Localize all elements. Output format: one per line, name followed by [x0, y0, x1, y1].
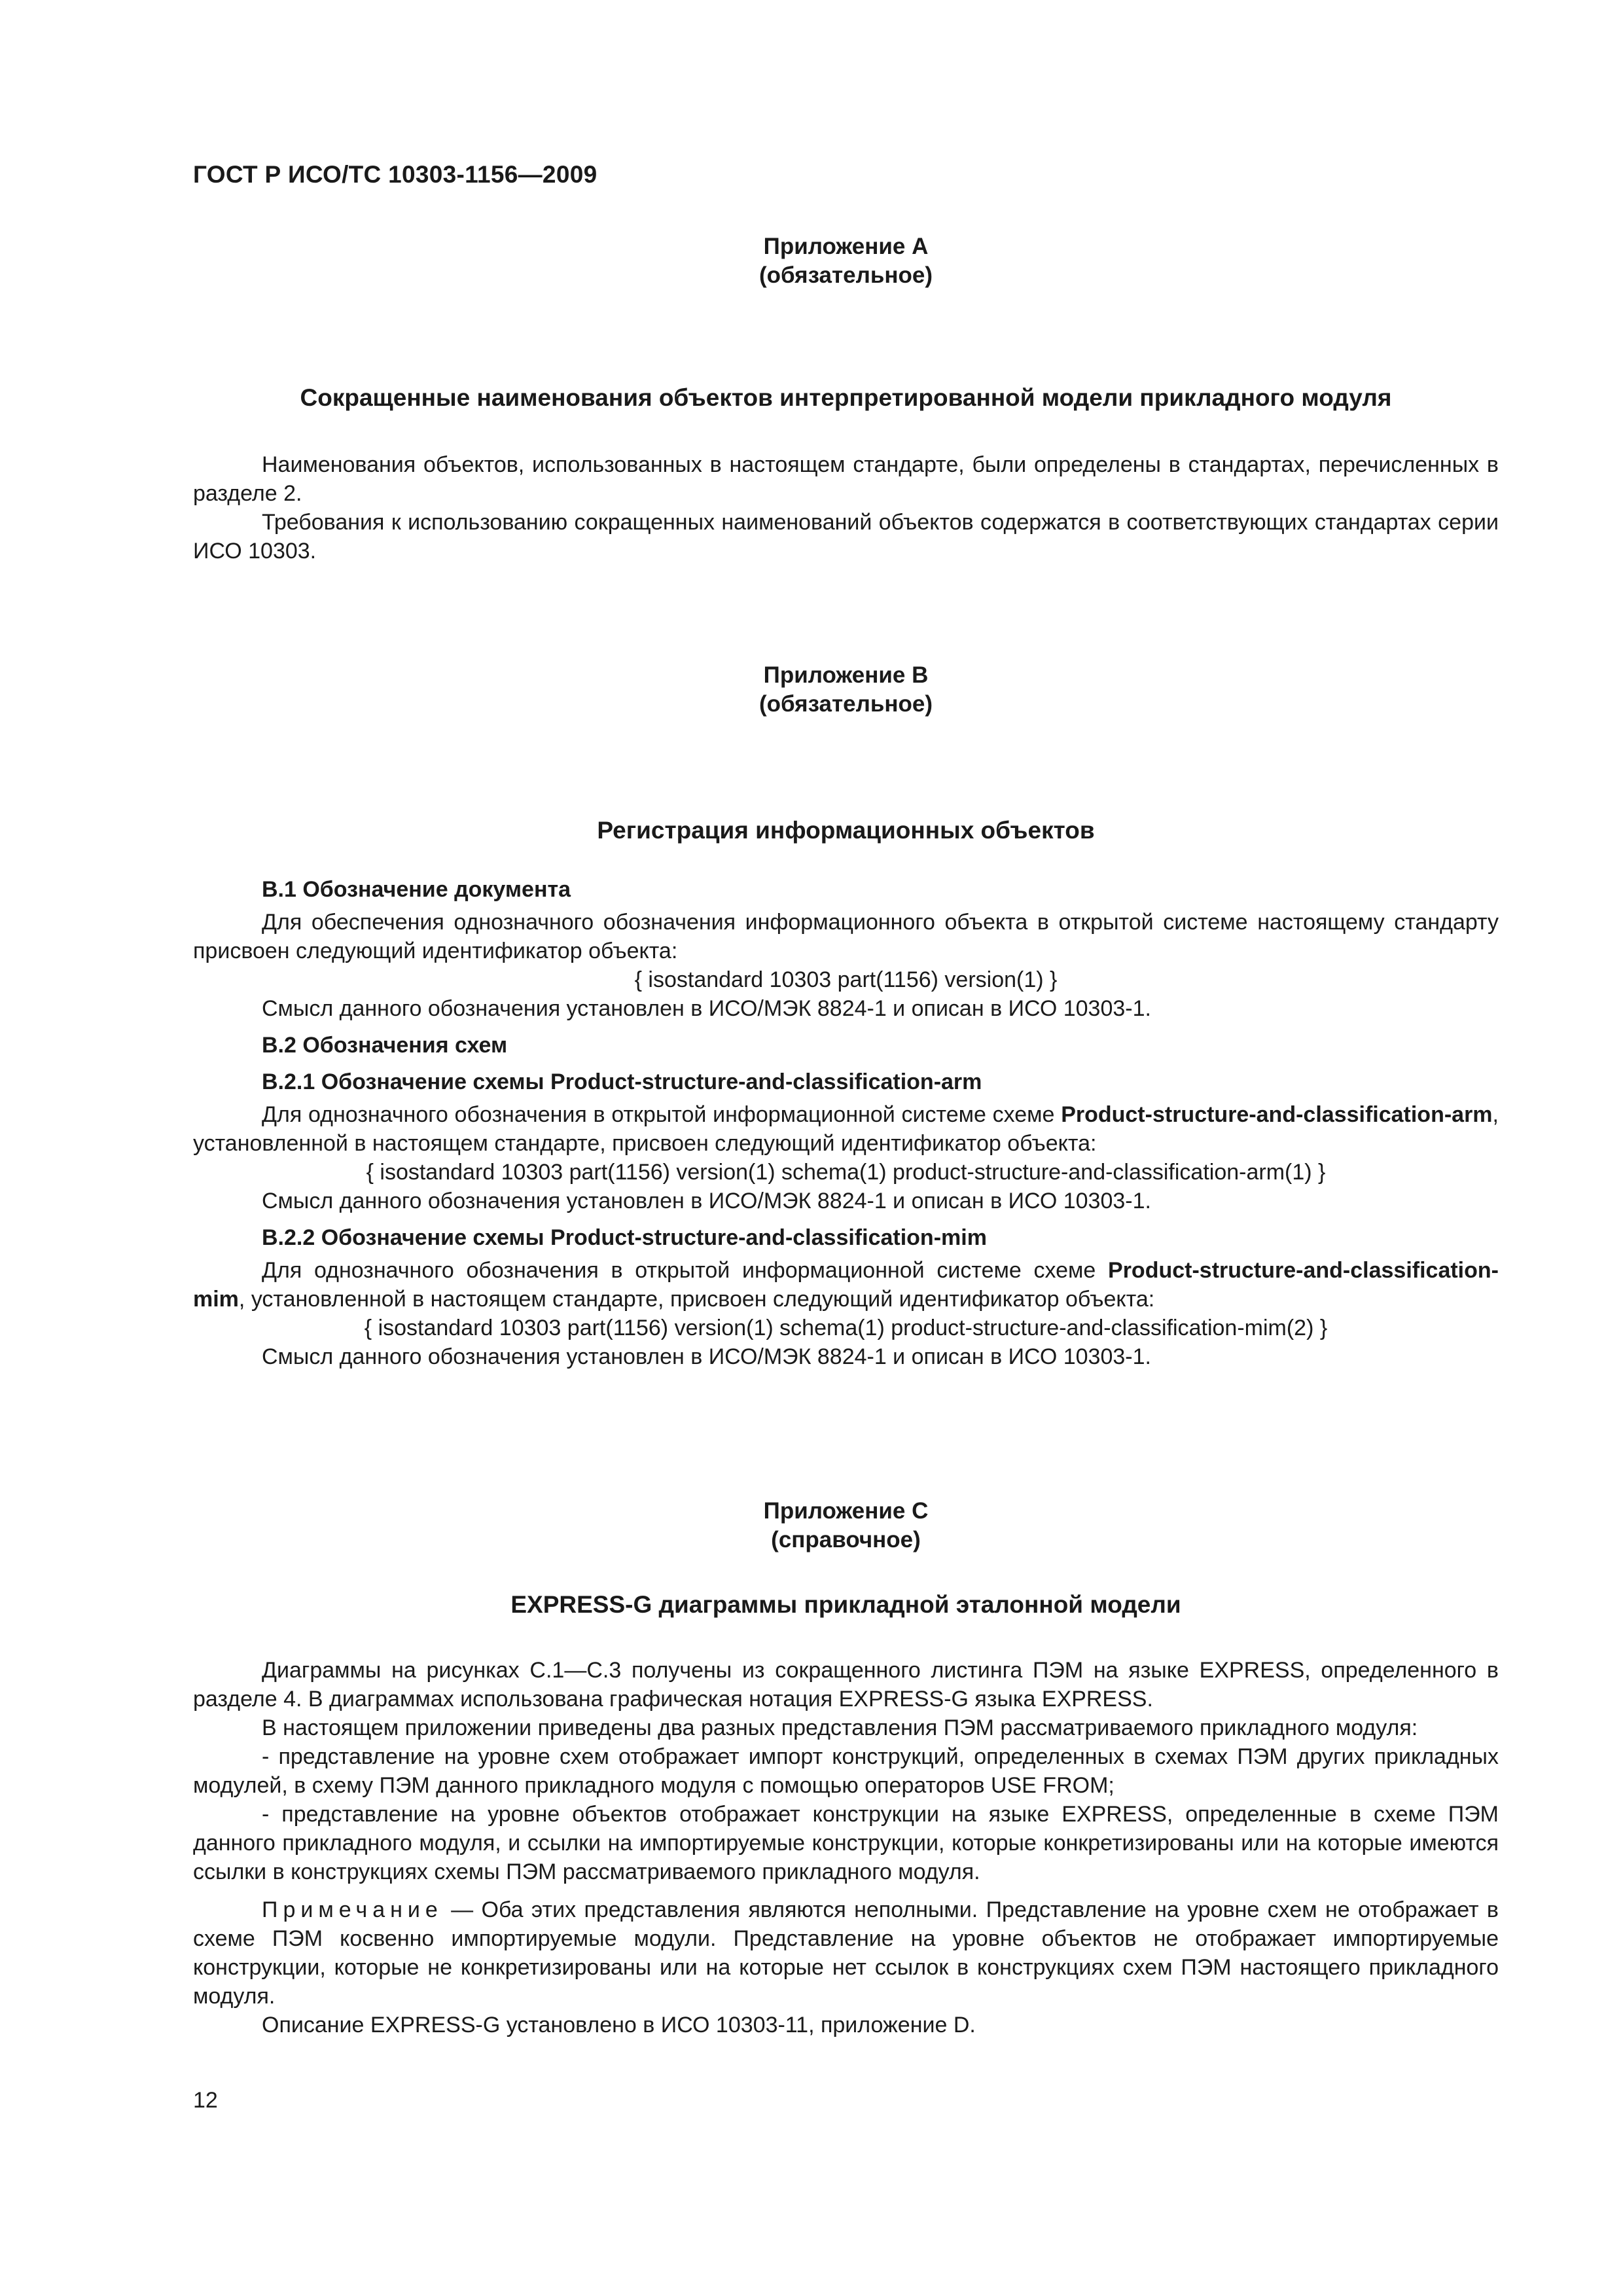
- section-b21-text-start: Для однозначного обозначения в открытой информационной системе схеме: [262, 1102, 1061, 1127]
- appendix-c-paragraph-5: Описание EXPRESS-G установлено в ИСО 10303-11, приложение D.: [262, 2013, 976, 2037]
- section-b21-identifier: { isostandard 10303 part(1156) version(1) schema(1) product-structure-and-classification-arm(1) }: [366, 1160, 1326, 1185]
- section-b22-schema-name: Product-structure-and-classification-mim: [193, 1258, 1499, 1312]
- appendix-a-caption: [193, 232, 1499, 290]
- appendix-b-status: (обязательное): [758, 691, 933, 717]
- section-b21-text-end: , установленной в настоящем стандарте, присвоен следующий идентификатор объекта:: [193, 1102, 1499, 1156]
- section-b21-schema-name: Product-structure-and-classification-arm: [1061, 1102, 1493, 1127]
- section-b22-identifier: { isostandard 10303 part(1156) version(1) schema(1) product-structure-and-classification-mim(2) }: [364, 1316, 1328, 1340]
- section-b21-meaning: Смысл данного обозначения установлен в ИСО/МЭК 8824-1 и описан в ИСО 10303-1.: [262, 1189, 1151, 1213]
- appendix-c-status: (справочное): [771, 1527, 921, 1552]
- appendix-a-status: (обязательное): [758, 262, 933, 288]
- appendix-c-list-item-1: - представление на уровне схем отображает импорт конструкций, определенных в схемах ПЭМ других прикладных модулей, в схему ПЭМ данного прикладного модуля с помощью операторов USE FROM;: [193, 1744, 1499, 1798]
- appendix-b-title: Приложение В: [763, 662, 929, 688]
- appendix-a-heading: Сокращенные наименования объектов интерпретированной модели прикладного модуля: [300, 384, 1392, 411]
- appendix-b-body: [193, 875, 1499, 1371]
- note-text: — Оба этих представления являются неполными. Представление на уровне схем не отображает в схеме ПЭМ косвенно импортируемые модули. Представление на уровне объектов не отображает импортируемые конструкции, которые не конкретизированы или на которые нет ссылок в конструкциях схем ПЭМ настоящего прикладного модуля.: [193, 1897, 1499, 2009]
- appendix-a-title: Приложение А: [763, 234, 929, 259]
- appendix-c-body: [193, 1656, 1499, 2039]
- appendix-c-caption: [193, 1497, 1499, 1554]
- section-b1-identifier: { isostandard 10303 part(1156) version(1) }: [634, 967, 1058, 992]
- section-b22-text-start: Для однозначного обозначения в открытой информационной системе схеме: [262, 1258, 1109, 1283]
- appendix-a-paragraph-2: Требования к использованию сокращенных наименований объектов содержатся в соответствующих стандартах серии ИСО 10303.: [193, 510, 1499, 564]
- section-b21-title: В.2.1 Обозначение схемы Product-structure-and-classification-arm: [262, 1069, 982, 1094]
- section-b21-paragraph: [193, 1100, 1499, 1158]
- appendix-c-paragraph-1: Диаграммы на рисунках С.1—С.3 получены из сокращенного листинга ПЭМ на языке EXPRESS, определенного в разделе 4. В диаграммах использована графическая нотация EXPRESS-G языка EXPRESS.: [193, 1658, 1499, 1712]
- section-b22-meaning: Смысл данного обозначения установлен в ИСО/МЭК 8824-1 и описан в ИСО 10303-1.: [262, 1344, 1151, 1369]
- appendix-b-caption: [193, 661, 1499, 719]
- section-b22-paragraph: [193, 1256, 1499, 1314]
- section-b1-meaning: Смысл данного обозначения установлен в ИСО/МЭК 8824-1 и описан в ИСО 10303-1.: [262, 996, 1151, 1021]
- note-label: Примечание: [262, 1897, 443, 1922]
- page-number: 12: [193, 2088, 218, 2113]
- appendix-b-heading: Регистрация информационных объектов: [597, 817, 1095, 844]
- appendix-c-paragraph-2: В настоящем приложении приведены два разных представления ПЭМ рассматриваемого прикладного модуля:: [262, 1715, 1418, 1740]
- appendix-a-body: [193, 450, 1499, 565]
- document-page: [193, 0, 1499, 2296]
- section-b22-title: В.2.2 Обозначение схемы Product-structure-and-classification-mim: [262, 1225, 987, 1250]
- section-b22-text-end: , установленной в настоящем стандарте, присвоен следующий идентификатор объекта:: [238, 1287, 1155, 1312]
- section-b1-paragraph: Для обеспечения однозначного обозначения информационного объекта в открытой системе настоящему стандарту присвоен следующий идентификатор объекта:: [193, 910, 1499, 963]
- section-b1-title: В.1 Обозначение документа: [262, 877, 571, 902]
- appendix-c-heading: EXPRESS-G диаграммы прикладной эталонной модели: [510, 1591, 1181, 1618]
- section-b2-title: В.2 Обозначения схем: [262, 1033, 508, 1058]
- document-code: ГОСТ Р ИСО/ТС 10303-1156—2009: [193, 161, 597, 188]
- appendix-c-title: Приложение С: [763, 1498, 929, 1524]
- appendix-a-paragraph-1: Наименования объектов, использованных в настоящем стандарте, были определены в стандартах, перечисленных в разделе 2.: [193, 452, 1499, 506]
- appendix-c-list-item-2: - представление на уровне объектов отображает конструкции на языке EXPRESS, определенные в схеме ПЭМ данного прикладного модуля, и ссылки на импортируемые конструкции, которые конкретизированы или на которые имеются ссылки в конструкциях схемы ПЭМ рассматриваемого прикладного модуля.: [193, 1802, 1499, 1884]
- appendix-c-note: [193, 1895, 1499, 2011]
